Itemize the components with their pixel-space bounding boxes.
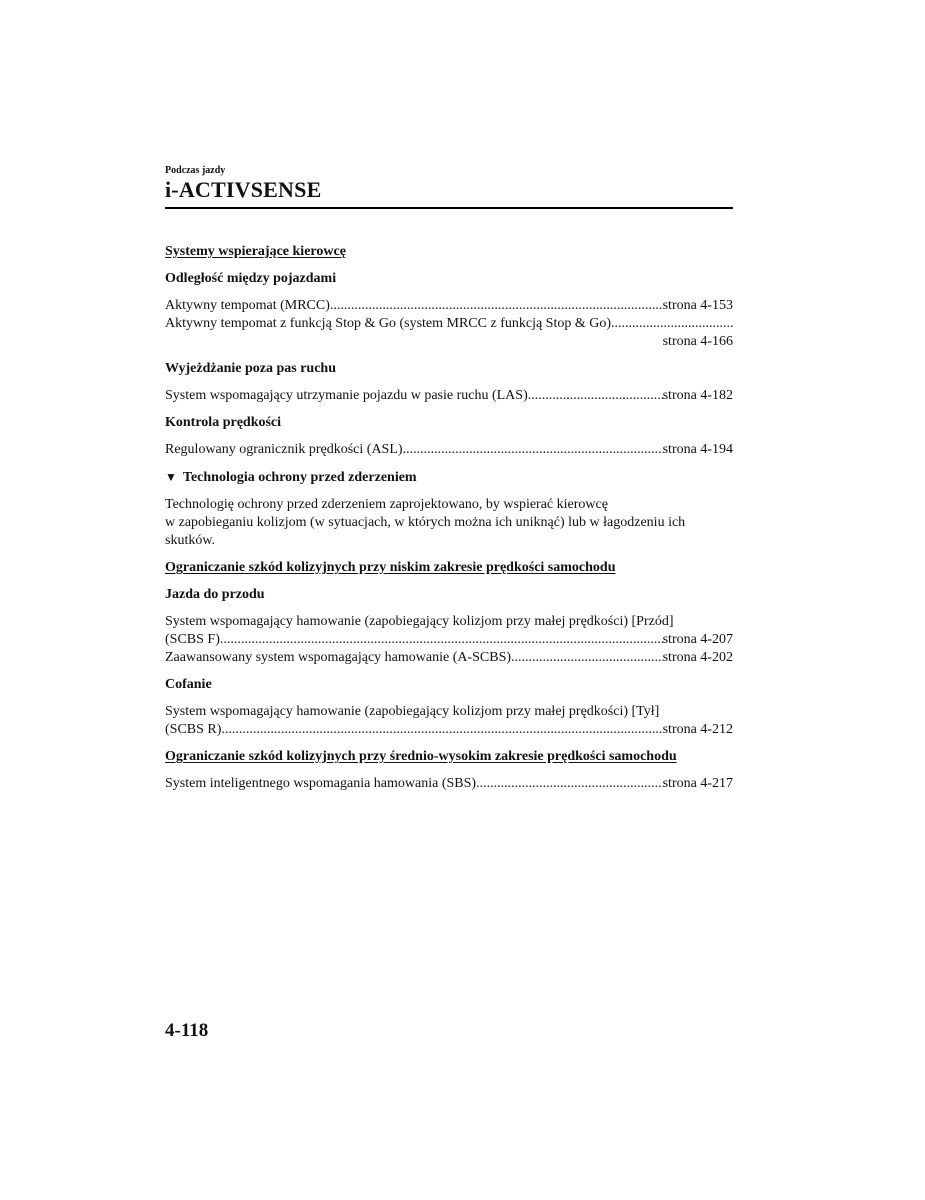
- toc-entry-page: strona 4-153: [662, 298, 733, 313]
- toc-group-forward: [165, 613, 733, 667]
- subheading-reverse: Cofanie: [165, 677, 212, 692]
- section-heading-mid-high-speed: Ograniczanie szkód kolizyjnych przy średnio-wysokim zakresie prędkości samochodu: [165, 749, 677, 764]
- dot-leader: [221, 721, 662, 739]
- toc-entry-text: Zaawansowany system wspomagający hamowanie (A-SCBS): [165, 650, 512, 665]
- dot-leader: [403, 441, 663, 459]
- toc-entry-mrcc[interactable]: [165, 297, 733, 315]
- toc-entry-page: strona 4-202: [662, 650, 733, 665]
- collision-tech-heading-text: Technologia ochrony przed zderzeniem: [182, 470, 417, 485]
- toc-entry-page: strona 4-212: [662, 722, 733, 737]
- toc-entry-page: strona 4-217: [662, 776, 733, 791]
- dot-leader: [528, 387, 663, 405]
- toc-entry-text: System inteligentnego wspomagania hamowania (SBS): [165, 776, 477, 791]
- content: [165, 243, 733, 802]
- toc-entry-page: strona 4-207: [662, 632, 733, 647]
- toc-entry-text: (SCBS R): [165, 722, 222, 737]
- title-rule: [165, 207, 733, 209]
- triangle-down-icon: ▼: [165, 470, 177, 484]
- toc-group-speed: [165, 441, 733, 459]
- toc-entry-scbsr-line1: System wspomagający hamowanie (zapobiegający kolizjom przy małej prędkości) [Tył]: [165, 704, 660, 719]
- paragraph-line: Technologię ochrony przed zderzeniem zaprojektowano, by wspierać kierowcę: [165, 497, 608, 512]
- toc-entry-text: (SCBS F): [165, 632, 220, 647]
- section-heading-driver-support: Systemy wspierające kierowcę: [165, 244, 346, 259]
- toc-group-sbs: [165, 775, 733, 793]
- toc-entry-scbsf-line1: System wspomagający hamowanie (zapobiegający kolizjom przy małej prędkości) [Przód]: [165, 614, 674, 629]
- subheading-speed: Kontrola prędkości: [165, 415, 282, 430]
- paragraph-line: skutków.: [165, 533, 216, 548]
- toc-group-lane: [165, 387, 733, 405]
- dot-leader: [511, 649, 663, 667]
- dot-leader: [330, 297, 663, 315]
- dot-leader: [476, 775, 663, 793]
- toc-entry-ascbs[interactable]: [165, 649, 733, 667]
- toc-entry-mrcc-stop-go[interactable]: [165, 315, 733, 333]
- dot-leader: [220, 631, 663, 649]
- page-number: 4-118: [165, 1020, 209, 1041]
- subheading-distance: Odległość między pojazdami: [165, 271, 337, 286]
- subheading-forward: Jazda do przodu: [165, 587, 265, 602]
- toc-group-reverse: [165, 703, 733, 739]
- toc-entry-asl[interactable]: [165, 441, 733, 459]
- toc-entry-page: strona 4-182: [662, 388, 733, 403]
- paragraph-line: w zapobieganiu kolizjom (w sytuacjach, w których można ich uniknąć) lub w łagodzeniu ich: [165, 515, 686, 530]
- toc-entry-page: strona 4-166: [662, 334, 733, 349]
- toc-entry-text: Regulowany ogranicznik prędkości (ASL): [165, 442, 403, 457]
- toc-entry-scbsf[interactable]: [165, 631, 733, 649]
- toc-entry-scbsr[interactable]: [165, 721, 733, 739]
- toc-group-distance: [165, 297, 733, 351]
- toc-entry-text: System wspomagający utrzymanie pojazdu w pasie ruchu (LAS): [165, 388, 528, 403]
- collision-tech-paragraph: [165, 496, 733, 550]
- subheading-lane: Wyjeżdżanie poza pas ruchu: [165, 361, 336, 376]
- chapter-label: Podczas jazdy: [165, 165, 226, 176]
- dot-leader: [611, 315, 733, 333]
- toc-entry-text: Aktywny tempomat z funkcją Stop & Go (system MRCC z funkcją Stop & Go): [165, 316, 612, 331]
- collision-tech-heading: [165, 468, 733, 487]
- toc-entry-page: strona 4-194: [662, 442, 733, 457]
- page-title: i-ACTIVSENSE: [165, 177, 322, 202]
- section-heading-low-speed: Ograniczanie szkód kolizyjnych przy niskim zakresie prędkości samochodu: [165, 560, 616, 575]
- toc-entry-las[interactable]: [165, 387, 733, 405]
- toc-entry-sbs[interactable]: [165, 775, 733, 793]
- toc-entry-text: Aktywny tempomat (MRCC): [165, 298, 330, 313]
